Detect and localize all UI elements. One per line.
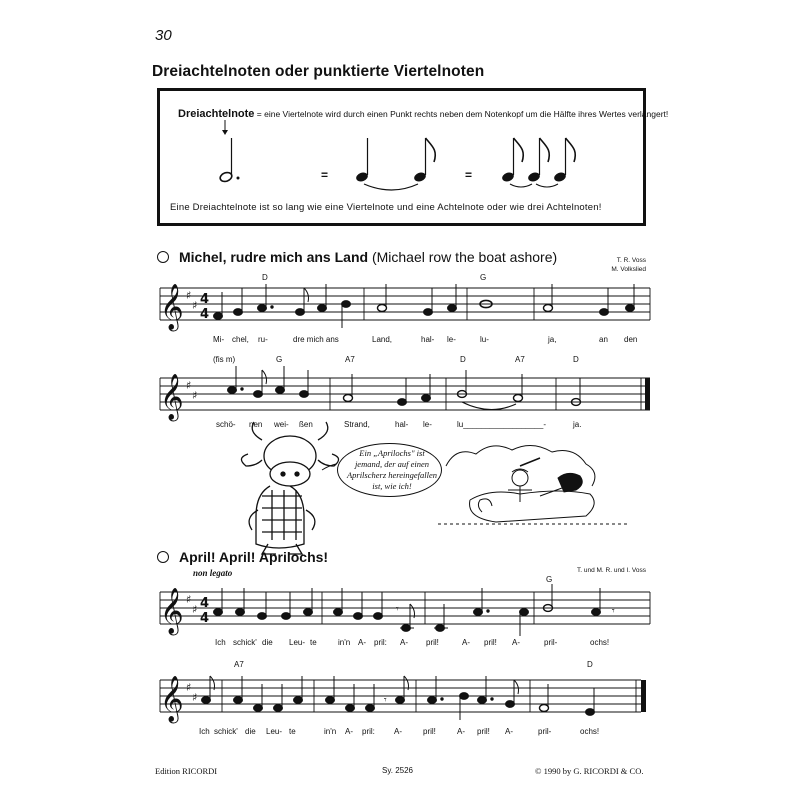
chord-symbol: A7 — [234, 660, 244, 669]
svg-text:𝄞: 𝄞 — [160, 676, 184, 722]
lyric-syllable: ru- — [258, 335, 268, 344]
equals-sign: = — [465, 168, 473, 182]
svg-text:4: 4 — [200, 611, 210, 626]
footer-copyright: © 1990 by G. RICORDI & CO. — [535, 766, 644, 776]
lyric-syllable: te — [289, 727, 296, 736]
lyric-syllable: A- — [400, 638, 408, 647]
chord-symbol: D — [262, 273, 268, 282]
svg-text:♯: ♯ — [186, 593, 192, 606]
svg-text:𝄞: 𝄞 — [160, 588, 184, 634]
lyric-syllable: Strand, — [344, 420, 370, 429]
lyric-syllable: hal- — [395, 420, 409, 429]
lyric-syllable: ochs! — [590, 638, 610, 647]
svg-text:𝄞: 𝄞 — [160, 374, 184, 420]
chord-symbol: (fis m) — [213, 355, 236, 364]
chord-symbol: G — [546, 575, 553, 584]
section-title: Dreiachtelnoten oder punktierte Viertelnoten — [152, 63, 485, 80]
footer-catalog-number: Sy. 2526 — [382, 766, 413, 775]
lyric-syllable: Land, — [372, 335, 393, 344]
chord-symbol: D — [573, 355, 579, 364]
chord-symbol: D — [460, 355, 466, 364]
svg-text:𝄞: 𝄞 — [160, 284, 184, 330]
lyric-syllable: ßen — [299, 420, 313, 429]
svg-text:♯: ♯ — [192, 603, 198, 616]
svg-text:♯: ♯ — [192, 299, 198, 312]
lyric-syllable: in'n — [338, 638, 351, 647]
svg-text:𝄾: 𝄾 — [396, 604, 399, 615]
lyric-syllable: A- — [512, 638, 520, 647]
tempo-marking: non legato — [193, 568, 233, 578]
lyric-syllable: pril- — [538, 727, 552, 736]
lyric-syllable: te — [310, 638, 317, 647]
lyric-syllable: pril: — [374, 638, 387, 647]
chord-symbol: A7 — [345, 355, 355, 364]
lyric-syllable: wei- — [274, 420, 289, 429]
lyric-syllable: pril! — [426, 638, 439, 647]
definition-summary: Eine Dreiachtelnote ist so lang wie eine Viertelnote und eine Achtelnote oder wie drei Achtelnoten! — [170, 202, 602, 213]
lyric-syllable: pril: — [362, 727, 375, 736]
lyric-syllable: pril! — [423, 727, 436, 736]
lyric-syllable: pril! — [477, 727, 490, 736]
lyric-syllable: dre mich ans — [293, 335, 339, 344]
lyric-syllable: A- — [394, 727, 402, 736]
chord-symbol: G — [276, 355, 283, 364]
lyric-syllable: den — [624, 335, 638, 344]
svg-text:♯: ♯ — [192, 389, 198, 402]
lyric-syllable: die — [262, 638, 273, 647]
svg-text:𝄾: 𝄾 — [612, 606, 615, 617]
song-title-main: Michel, rudre mich ans Land — [179, 249, 369, 265]
svg-text:4: 4 — [200, 292, 210, 307]
song-title-sub: (Michael row the boat ashore) — [371, 249, 558, 265]
lyric-syllable: hal- — [421, 335, 435, 344]
lyric-syllable: Leu- — [289, 638, 306, 647]
lyric-syllable: nen — [249, 420, 263, 429]
credit-text: T. R. Voss — [616, 257, 646, 264]
lyric-syllable: in'n — [324, 727, 337, 736]
lyric-syllable: schö- — [216, 420, 236, 429]
lyric-syllable: A- — [358, 638, 366, 647]
lyric-syllable: Mi- — [213, 335, 225, 344]
lyric-syllable: schick' — [214, 727, 238, 736]
lyric-syllable: an — [599, 335, 608, 344]
speech-bubble-text: Ein „Aprilochs" ist jemand, der auf einen Aprilscherz hereingefallen ist, wie ich! — [346, 448, 438, 491]
footer-publisher: Edition RICORDI — [155, 766, 218, 776]
lyric-syllable: lu- — [480, 335, 489, 344]
song-credits: T. und M. R. und I. Voss — [576, 567, 646, 574]
lyric-syllable: A- — [457, 727, 465, 736]
lyric-syllable: chel, — [232, 335, 249, 344]
lyric-syllable: schick' — [233, 638, 257, 647]
equals-sign: = — [321, 168, 329, 182]
svg-text:♯: ♯ — [186, 379, 192, 392]
page-number: 30 — [155, 27, 172, 44]
svg-text:♯: ♯ — [186, 681, 192, 694]
svg-text:♯: ♯ — [186, 289, 192, 302]
lyric-syllable: Leu- — [266, 727, 283, 736]
chord-symbol: D — [587, 660, 593, 669]
lyric-syllable: A- — [462, 638, 470, 647]
chord-symbol: A7 — [515, 355, 525, 364]
lyric-syllable: ochs! — [580, 727, 600, 736]
lyric-syllable: ja, — [548, 335, 557, 344]
song-title-main: April! April! Aprilochs! — [179, 549, 329, 565]
lyric-syllable: Ich — [215, 638, 226, 647]
lyric-syllable: pril! — [484, 638, 497, 647]
definition-text: = eine Viertelnote wird durch einen Punkt rechts neben dem Notenkopf um die Hälfte ihres Wertes verlängert! — [256, 109, 669, 119]
credit-music: M. Volkslied — [611, 266, 646, 273]
svg-text:4: 4 — [200, 307, 210, 322]
lyric-syllable: lu__________________- — [457, 420, 546, 429]
lyric-syllable: le- — [447, 335, 456, 344]
lyric-syllable: Ich — [199, 727, 210, 736]
lyric-syllable: A- — [345, 727, 353, 736]
lyric-syllable: A- — [505, 727, 513, 736]
svg-text:♯: ♯ — [192, 691, 198, 704]
chord-symbol: G — [480, 273, 487, 282]
lyric-syllable: le- — [423, 420, 432, 429]
lyric-syllable: pril- — [544, 638, 558, 647]
svg-text:4: 4 — [200, 596, 210, 611]
definition-term: Dreiachtelnote — [178, 108, 255, 120]
lyric-syllable: die — [245, 727, 256, 736]
svg-text:𝄾: 𝄾 — [384, 695, 387, 706]
lyric-syllable: ja. — [573, 420, 582, 429]
